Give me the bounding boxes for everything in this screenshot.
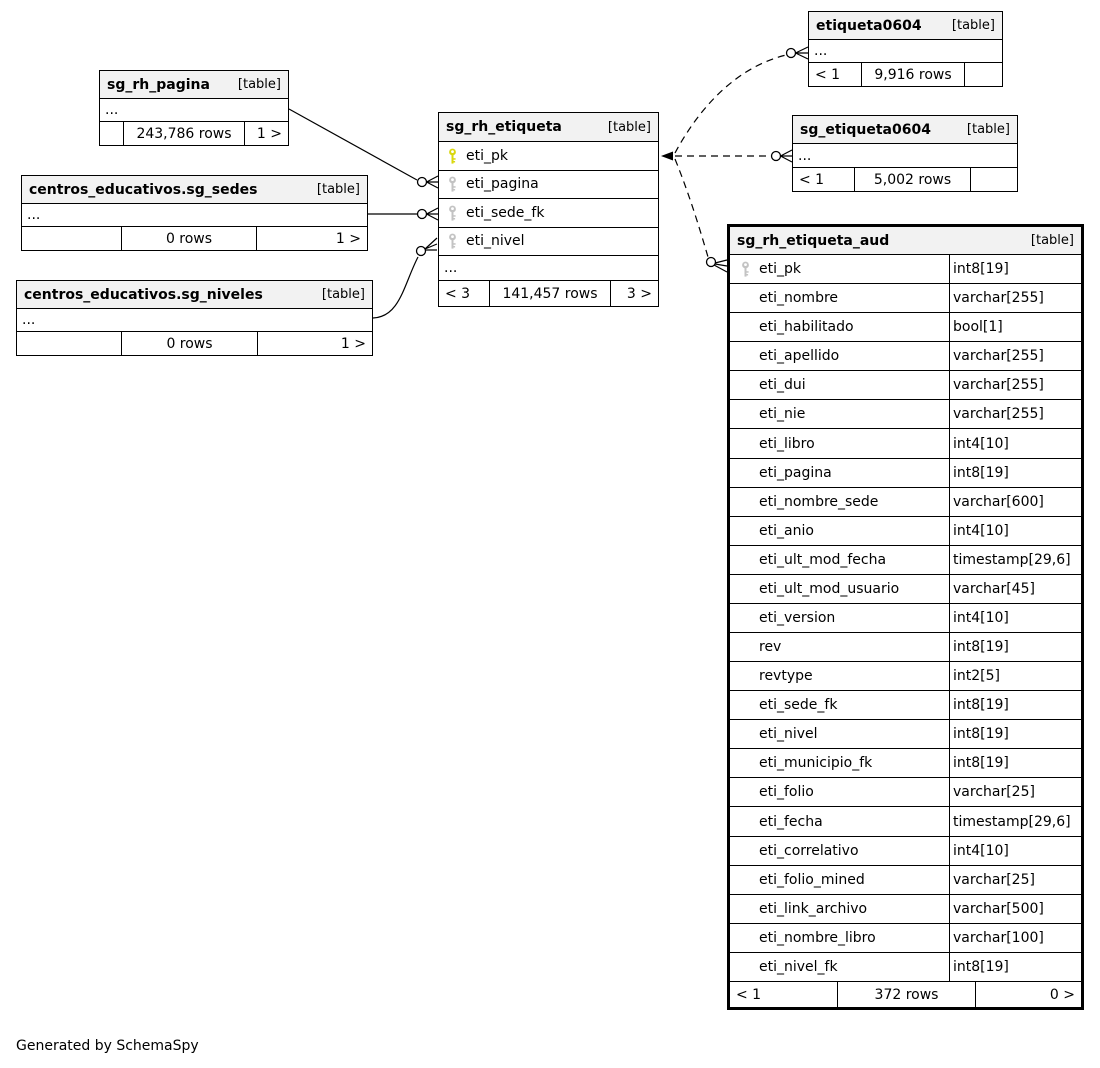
column-name-cell	[740, 319, 949, 335]
table-row	[730, 866, 1081, 895]
column-name: eti_nombre	[759, 290, 839, 307]
column-name-cell	[740, 436, 949, 452]
column-name-cell	[740, 755, 949, 771]
table-footer	[100, 122, 288, 145]
column-name: eti_link_archivo	[759, 900, 868, 917]
column-name-cell	[740, 552, 949, 568]
column-name-cell	[740, 261, 949, 277]
table-footer	[22, 227, 367, 250]
generated-by-note: Generated by SchemaSpy	[16, 1038, 199, 1054]
table-row	[730, 837, 1081, 866]
table-footer	[730, 982, 1081, 1007]
column-name-cell	[740, 959, 949, 975]
footer-parents	[22, 227, 121, 250]
table-footer	[439, 281, 658, 306]
column-name: eti_dui	[759, 377, 806, 394]
column-name: eti_nie	[759, 406, 806, 423]
column-name: eti_sede_fk	[759, 697, 838, 714]
table-row	[730, 517, 1081, 546]
column-name-cell	[740, 930, 949, 946]
table-row	[439, 142, 658, 171]
column-name-cell	[740, 784, 949, 800]
table-row	[730, 342, 1081, 371]
column-name: eti_folio_mined	[759, 871, 865, 888]
column-name: revtype	[759, 668, 813, 685]
column-name-cell	[740, 872, 949, 888]
column-name-cell	[740, 290, 949, 306]
footer-parents	[17, 332, 121, 355]
table-tag: [table]	[321, 287, 365, 302]
table-row	[730, 400, 1081, 429]
column-name: eti_nivel	[466, 233, 525, 250]
table-header	[17, 281, 372, 309]
table-sg-etiqueta0604[interactable]	[792, 115, 1018, 192]
column-name-cell	[740, 581, 949, 597]
columns-ellipsis: ...	[793, 144, 1017, 168]
table-sg-rh-etiqueta[interactable]	[438, 112, 659, 307]
table-row	[730, 895, 1081, 924]
column-type: int8[19]	[949, 459, 1081, 487]
table-row	[730, 807, 1081, 836]
edge-junction-arrow-eti-pk	[661, 152, 673, 161]
key-icon	[447, 148, 458, 164]
edge-eti-pk-to-sg-rh-etiqueta-aud	[675, 159, 727, 272]
column-type: int8[19]	[949, 749, 1081, 777]
footer-row-count: 0 rows	[121, 227, 256, 250]
column-type: int8[19]	[949, 720, 1081, 748]
table-row	[730, 284, 1081, 313]
key-icon	[740, 261, 751, 277]
table-title: centros_educativos.sg_niveles	[24, 286, 263, 303]
column-type: varchar[25]	[949, 866, 1081, 894]
column-name: eti_sede_fk	[466, 204, 545, 221]
column-name: eti_fecha	[759, 813, 823, 830]
table-centros-educativos-sg-sedes[interactable]	[21, 175, 368, 251]
table-row	[730, 662, 1081, 691]
table-tag: [table]	[951, 18, 995, 33]
column-name: rev	[759, 639, 782, 656]
column-name-cell	[740, 814, 949, 830]
column-name-cell	[740, 639, 949, 655]
table-row	[730, 546, 1081, 575]
table-title: sg_rh_pagina	[107, 76, 210, 93]
column-name: eti_nivel	[759, 726, 818, 743]
column-name: eti_version	[759, 609, 836, 626]
columns-ellipsis: ...	[17, 309, 372, 332]
table-row	[730, 429, 1081, 458]
column-name: eti_pagina	[759, 464, 832, 481]
footer-parents: < 3	[445, 285, 471, 302]
edge-eti-pk-to-etiqueta0604	[675, 47, 808, 153]
footer-parents: < 1	[736, 986, 762, 1003]
table-row	[730, 924, 1081, 953]
table-row	[730, 778, 1081, 807]
column-type: varchar[255]	[949, 284, 1081, 312]
table-header	[439, 113, 658, 142]
column-name: eti_municipio_fk	[759, 755, 873, 772]
column-name: eti_folio	[759, 784, 814, 801]
column-type: varchar[600]	[949, 488, 1081, 516]
footer-parents	[100, 122, 123, 145]
column-name: eti_nivel_fk	[759, 958, 838, 975]
column-type: int2[5]	[949, 662, 1081, 690]
key-icon	[447, 176, 458, 192]
column-name-cell	[740, 465, 949, 481]
column-name-cell	[740, 697, 949, 713]
column-type: int4[10]	[949, 517, 1081, 545]
footer-row-count: 372 rows	[837, 982, 975, 1007]
column-name-cell	[740, 348, 949, 364]
table-row	[730, 313, 1081, 342]
edge-sg-sedes-to-eti-sede-fk	[368, 208, 438, 220]
table-row	[730, 459, 1081, 488]
table-row	[439, 199, 658, 228]
column-type: int8[19]	[949, 633, 1081, 661]
footer-row-count: 141,457 rows	[489, 281, 610, 306]
table-row	[439, 228, 658, 257]
column-name-cell	[740, 494, 949, 510]
column-name: eti_apellido	[759, 348, 840, 365]
table-tag: [table]	[607, 119, 651, 135]
column-type: int8[19]	[949, 953, 1081, 981]
table-row	[730, 488, 1081, 517]
column-name-cell	[740, 523, 949, 539]
column-name: eti_nombre_libro	[759, 929, 876, 946]
table-row	[730, 691, 1081, 720]
table-row	[439, 171, 658, 200]
footer-parents: < 1	[815, 66, 841, 83]
column-type: timestamp[29,6]	[949, 807, 1081, 835]
footer-children: 3 >	[610, 281, 658, 306]
table-row	[730, 953, 1081, 982]
table-sg-rh-etiqueta-aud[interactable]	[727, 224, 1084, 1010]
column-type: varchar[255]	[949, 342, 1081, 370]
footer-children: 0 >	[975, 982, 1081, 1007]
columns-ellipsis: ...	[439, 256, 658, 281]
table-tag: [table]	[237, 77, 281, 92]
edge-eti-pk-to-sg-etiqueta0604	[675, 150, 792, 162]
column-list	[439, 142, 658, 256]
column-type: timestamp[29,6]	[949, 546, 1081, 574]
table-header	[22, 176, 367, 204]
footer-row-count: 9,916 rows	[861, 63, 964, 86]
column-name: eti_nombre_sede	[759, 493, 879, 510]
footer-children	[964, 63, 1002, 86]
column-type: bool[1]	[949, 313, 1081, 341]
table-centros-educativos-sg-niveles[interactable]	[16, 280, 373, 356]
table-footer	[809, 63, 1002, 86]
table-etiqueta0604[interactable]	[808, 11, 1003, 87]
column-name-cell	[740, 406, 949, 422]
column-name: eti_pk	[759, 261, 801, 278]
table-header	[730, 227, 1081, 255]
table-footer	[17, 332, 372, 355]
columns-ellipsis: ...	[100, 99, 288, 122]
footer-children: 1 >	[256, 227, 367, 250]
column-type: int4[10]	[949, 837, 1081, 865]
table-sg-rh-pagina[interactable]	[99, 70, 289, 146]
table-title: sg_rh_etiqueta_aud	[737, 232, 890, 249]
edge-sg-niveles-to-eti-nivel	[373, 238, 437, 318]
column-name-cell	[740, 726, 949, 742]
table-title: centros_educativos.sg_sedes	[29, 181, 258, 198]
column-type: int4[10]	[949, 429, 1081, 457]
table-title: etiqueta0604	[816, 17, 922, 34]
column-name: eti_anio	[759, 522, 814, 539]
table-title: sg_rh_etiqueta	[446, 119, 562, 135]
table-row	[730, 604, 1081, 633]
table-row	[730, 633, 1081, 662]
column-name: eti_pagina	[466, 176, 539, 193]
table-title: sg_etiqueta0604	[800, 121, 931, 138]
column-list	[730, 255, 1081, 982]
footer-parents: < 1	[799, 171, 825, 188]
column-type: varchar[45]	[949, 575, 1081, 603]
column-name: eti_correlativo	[759, 842, 859, 859]
table-header	[100, 71, 288, 99]
table-tag: [table]	[966, 122, 1010, 137]
footer-row-count: 5,002 rows	[854, 168, 970, 191]
footer-row-count: 243,786 rows	[123, 122, 244, 145]
column-name-cell	[740, 901, 949, 917]
column-name-cell	[740, 668, 949, 684]
column-type: varchar[255]	[949, 371, 1081, 399]
column-type: varchar[25]	[949, 778, 1081, 806]
column-name: eti_pk	[466, 147, 508, 164]
footer-row-count: 0 rows	[121, 332, 257, 355]
table-row	[730, 575, 1081, 604]
key-icon	[447, 205, 458, 221]
column-type: varchar[100]	[949, 924, 1081, 952]
key-icon	[447, 233, 458, 249]
table-row	[730, 720, 1081, 749]
footer-children	[970, 168, 1017, 191]
table-tag: [table]	[316, 182, 360, 197]
column-type: varchar[255]	[949, 400, 1081, 428]
table-row	[730, 255, 1081, 284]
column-name: eti_ult_mod_fecha	[759, 551, 887, 568]
column-name: eti_ult_mod_usuario	[759, 580, 900, 597]
table-header	[809, 12, 1002, 40]
table-footer	[793, 168, 1017, 191]
footer-children: 1 >	[244, 122, 288, 145]
column-name-cell	[740, 610, 949, 626]
column-name-cell	[740, 377, 949, 393]
columns-ellipsis: ...	[22, 204, 367, 227]
table-tag: [table]	[1030, 233, 1074, 248]
column-type: int8[19]	[949, 691, 1081, 719]
column-type: varchar[500]	[949, 895, 1081, 923]
footer-children: 1 >	[257, 332, 372, 355]
table-header	[793, 116, 1017, 144]
column-name: eti_habilitado	[759, 319, 854, 336]
columns-ellipsis: ...	[809, 40, 1002, 63]
table-row	[730, 749, 1081, 778]
column-type: int4[10]	[949, 604, 1081, 632]
column-name-cell	[740, 843, 949, 859]
column-type: int8[19]	[949, 255, 1081, 283]
table-row	[730, 371, 1081, 400]
column-name: eti_libro	[759, 435, 815, 452]
